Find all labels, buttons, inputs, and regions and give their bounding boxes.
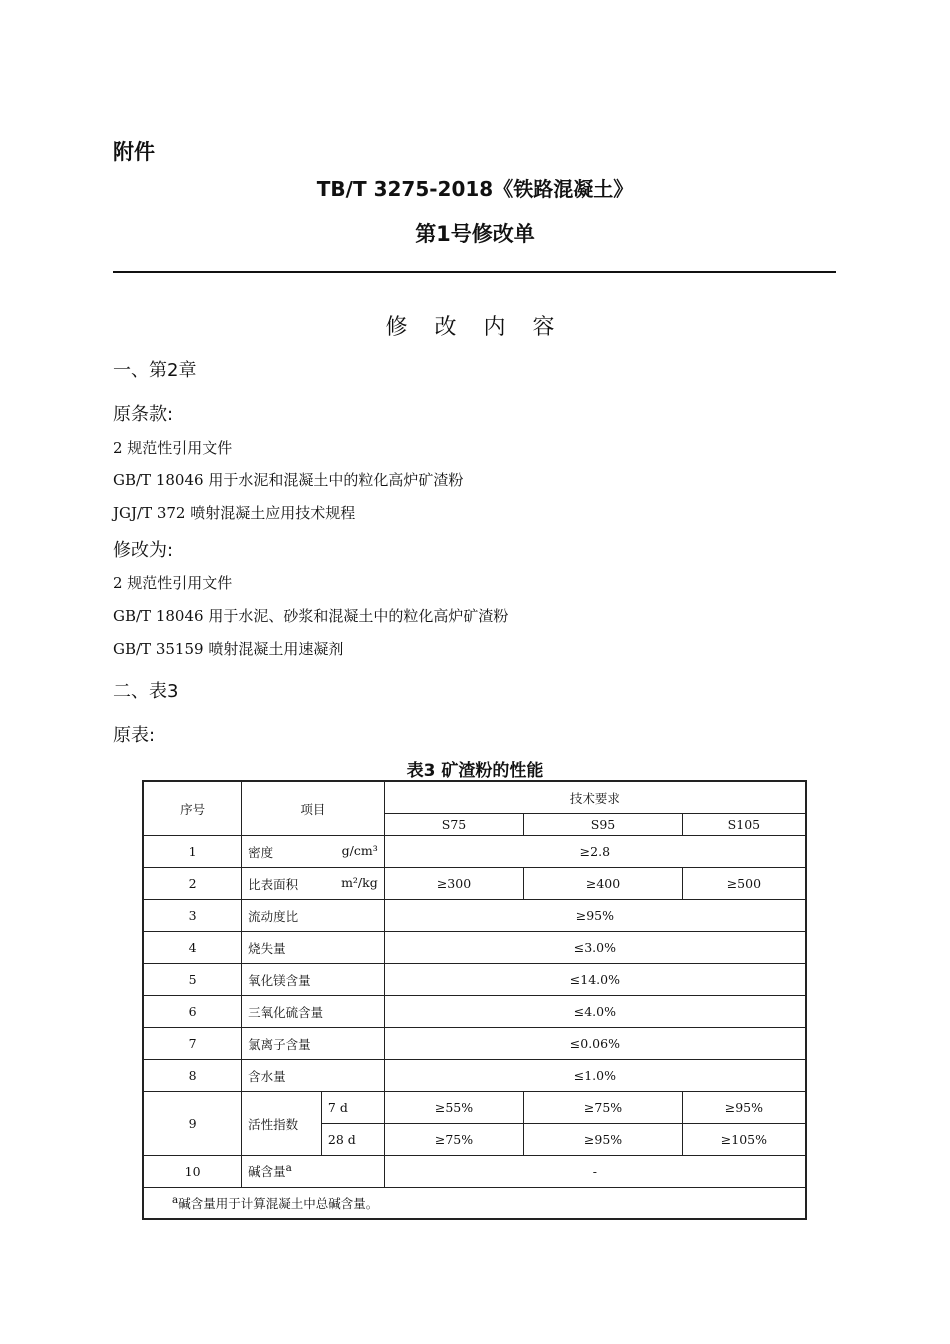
row-item: 氧化镁含量 [242,964,385,996]
header-item: 项目 [242,781,385,836]
modified-line: 2 规范性引用文件 [113,574,233,592]
row-no: 6 [143,996,242,1028]
attachment-label: 附件 [113,140,155,164]
row-no: 3 [143,900,242,932]
section-heading: 修 改 内 容 [385,315,565,340]
row-no: 2 [143,868,242,900]
row-value-s95: ≥400 [524,868,682,900]
row-value-s75: ≥75% [384,1124,524,1156]
row-item: 氯离子含量 [242,1028,385,1060]
row-value: ≤0.06% [384,1028,806,1060]
table-row [143,836,806,868]
row-item: 烧失量 [242,932,385,964]
slag-powder-properties-table [142,780,807,1220]
row-item: 活性指数 [242,1092,322,1156]
row-value: ≥2.8 [384,836,806,868]
row-item-name: 碱含量 [248,1164,286,1180]
row-value: - [384,1156,806,1188]
row-no: 9 [143,1092,242,1156]
table-footnote-row [143,1188,806,1220]
row-value-s75: ≥55% [384,1092,524,1124]
header-no: 序号 [143,781,242,836]
row-value-s95: ≥95% [524,1124,682,1156]
table-row [143,932,806,964]
row-value: ≤4.0% [384,996,806,1028]
document-subtitle: 第1号修改单 [415,222,535,246]
header-requirement: 技术要求 [384,781,806,814]
row-age: 7 d [321,1092,384,1124]
title-divider [113,271,836,273]
original-line: 2 规范性引用文件 [113,439,233,457]
row-value-s105: ≥95% [682,1092,806,1124]
grade-s75: S75 [384,814,524,836]
row-value-s75: ≥300 [384,868,524,900]
row-value-s105: ≥500 [682,868,806,900]
row-value: ≥95% [384,900,806,932]
row-item [242,836,385,868]
document-title: TB/T 3275-2018《铁路混凝土》 [316,177,634,201]
row-no: 5 [143,964,242,996]
part2-original-label: 原表: [113,725,156,746]
part1-modified-label: 修改为: [113,540,174,561]
row-item [242,868,385,900]
modified-line: GB/T 18046 用于水泥、砂浆和混凝土中的粒化高炉矿渣粉 [113,607,509,625]
row-item: 三氧化硫含量 [242,996,385,1028]
row-value: ≤1.0% [384,1060,806,1092]
part1-original-label: 原条款: [113,404,174,425]
table-caption: 表3 矿渣粉的性能 [406,761,544,781]
table-row [143,996,806,1028]
modified-line: GB/T 35159 喷射混凝土用速凝剂 [113,640,344,658]
row-no: 10 [143,1156,242,1188]
original-line: JGJ/T 372 喷射混凝土应用技术规程 [113,504,356,522]
row-item-name: 密度 [248,844,274,860]
table-row [143,900,806,932]
row-value: ≤3.0% [384,932,806,964]
original-line: GB/T 18046 用于水泥和混凝土中的粒化高炉矿渣粉 [113,471,464,489]
row-item-unit: m²/kg [341,874,378,890]
row-value: ≤14.0% [384,964,806,996]
row-age: 28 d [321,1124,384,1156]
footnote-mark: a [172,1193,179,1206]
row-item [242,1156,385,1188]
table-row-activity-7d [143,1092,806,1124]
table-header-row [143,781,806,814]
table-row [143,1028,806,1060]
row-no: 1 [143,836,242,868]
row-item-unit: g/cm³ [341,842,378,858]
table-row [143,964,806,996]
table-row [143,1060,806,1092]
footnote-ref: a [285,1162,292,1175]
grade-s95: S95 [524,814,682,836]
row-item: 含水量 [242,1060,385,1092]
row-item: 流动度比 [242,900,385,932]
part1-heading: 一、第2章 [113,360,197,381]
table-row [143,1156,806,1188]
table-footnote [143,1188,806,1220]
row-value-s105: ≥105% [682,1124,806,1156]
grade-s105: S105 [682,814,806,836]
footnote-text: 碱含量用于计算混凝土中总碱含量。 [178,1196,379,1212]
row-no: 7 [143,1028,242,1060]
row-item-name: 比表面积 [248,876,299,892]
part2-heading: 二、表3 [113,681,179,702]
row-no: 4 [143,932,242,964]
row-no: 8 [143,1060,242,1092]
row-value-s95: ≥75% [524,1092,682,1124]
table-row [143,868,806,900]
